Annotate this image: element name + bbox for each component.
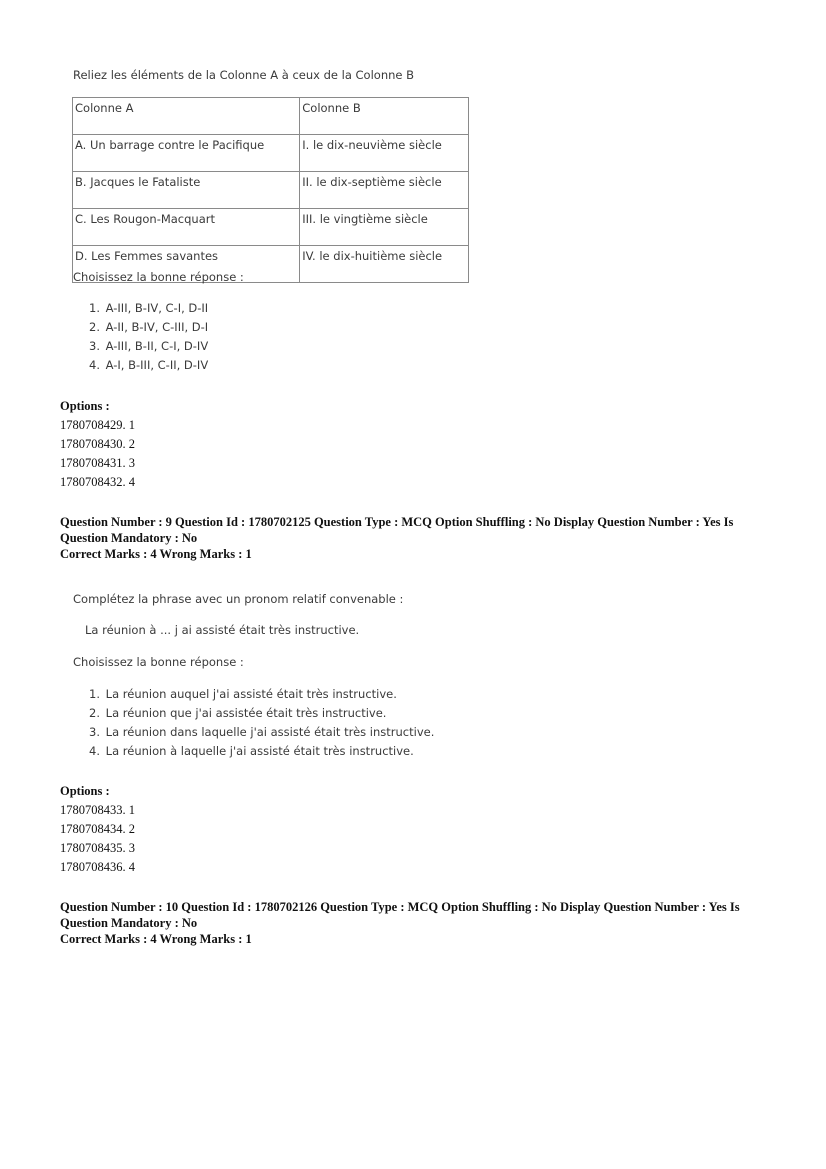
choice-text: La réunion à laquelle j'ai assisté était très instructive. xyxy=(105,744,414,758)
choice-text: A-II, B-IV, C-III, D-I xyxy=(105,320,209,334)
table-cell: II. le dix-septième siècle xyxy=(300,172,469,209)
choice-text: A-III, B-II, C-I, D-IV xyxy=(105,339,209,353)
choice-number: 1. xyxy=(89,687,100,701)
question-marks-line: Correct Marks : 4 Wrong Marks : 1 xyxy=(60,932,252,946)
table-header-row xyxy=(73,98,469,135)
choice-text: La réunion auquel j'ai assisté était très instructive. xyxy=(105,687,397,701)
question-meta-line: Question Number : 9 Question Id : 1780702125 Question Type : MCQ Option Shuffling : No Display Question Number : Yes Is xyxy=(60,515,734,529)
table-row xyxy=(73,172,469,209)
table-cell: A. Un barrage contre le Pacifique xyxy=(73,135,300,172)
question-meta-line: Question Number : 10 Question Id : 1780702126 Question Type : MCQ Option Shuffling : No Display Question Number : Yes Is xyxy=(60,900,740,914)
q8-choice-list xyxy=(70,299,208,375)
option-row: 1780708432. 4 xyxy=(60,475,135,489)
option-row: 1780708434. 2 xyxy=(60,822,135,836)
list-item xyxy=(89,704,434,723)
table-header-cell: Colonne B xyxy=(300,98,469,135)
options-label: Options : xyxy=(60,784,110,798)
choice-number: 1. xyxy=(89,301,100,315)
choice-number: 2. xyxy=(89,320,100,334)
option-row: 1780708429. 1 xyxy=(60,418,135,432)
q9-options xyxy=(60,782,135,877)
question-marks-line: Correct Marks : 4 Wrong Marks : 1 xyxy=(60,547,252,561)
choice-number: 4. xyxy=(89,358,100,372)
table-cell: IV. le dix-huitième siècle xyxy=(300,246,469,283)
matching-table xyxy=(72,97,469,283)
question-meta-line: Question Mandatory : No xyxy=(60,916,198,930)
choice-text: A-I, B-III, C-II, D-IV xyxy=(105,358,209,372)
table-cell: III. le vingtième siècle xyxy=(300,209,469,246)
q8-choose-label: Choisissez la bonne réponse : xyxy=(73,270,244,284)
list-item xyxy=(89,299,208,318)
list-item xyxy=(89,685,434,704)
table-cell: D. Les Femmes savantes xyxy=(73,246,300,283)
choice-number: 3. xyxy=(89,725,100,739)
option-row: 1780708433. 1 xyxy=(60,803,135,817)
option-row: 1780708436. 4 xyxy=(60,860,135,874)
q8-instruction: Reliez les éléments de la Colonne A à ceux de la Colonne B xyxy=(73,68,415,82)
list-item xyxy=(89,337,208,356)
q10-metadata xyxy=(60,899,760,947)
q9-sentence: La réunion à ... j ai assisté était très instructive. xyxy=(85,623,360,637)
choice-number: 4. xyxy=(89,744,100,758)
table-cell: B. Jacques le Fataliste xyxy=(73,172,300,209)
option-row: 1780708430. 2 xyxy=(60,437,135,451)
q9-choice-list xyxy=(70,685,434,761)
list-item xyxy=(89,723,434,742)
q8-options xyxy=(60,397,135,492)
choice-text: La réunion que j'ai assistée était très instructive. xyxy=(105,706,387,720)
choice-number: 3. xyxy=(89,339,100,353)
table-header-cell: Colonne A xyxy=(73,98,300,135)
q9-instruction: Complétez la phrase avec un pronom relatif convenable : xyxy=(73,592,404,606)
choice-text: La réunion dans laquelle j'ai assisté était très instructive. xyxy=(105,725,435,739)
option-row: 1780708431. 3 xyxy=(60,456,135,470)
list-item xyxy=(89,318,208,337)
table-cell: I. le dix-neuvième siècle xyxy=(300,135,469,172)
option-row: 1780708435. 3 xyxy=(60,841,135,855)
question-meta-line: Question Mandatory : No xyxy=(60,531,198,545)
options-label: Options : xyxy=(60,399,110,413)
list-item xyxy=(89,356,208,375)
choice-number: 2. xyxy=(89,706,100,720)
list-item xyxy=(89,742,434,761)
table-row xyxy=(73,209,469,246)
table-cell: C. Les Rougon-Macquart xyxy=(73,209,300,246)
choice-text: A-III, B-IV, C-I, D-II xyxy=(105,301,209,315)
q9-choose-label: Choisissez la bonne réponse : xyxy=(73,655,244,669)
q9-metadata xyxy=(60,514,760,562)
table-row xyxy=(73,135,469,172)
